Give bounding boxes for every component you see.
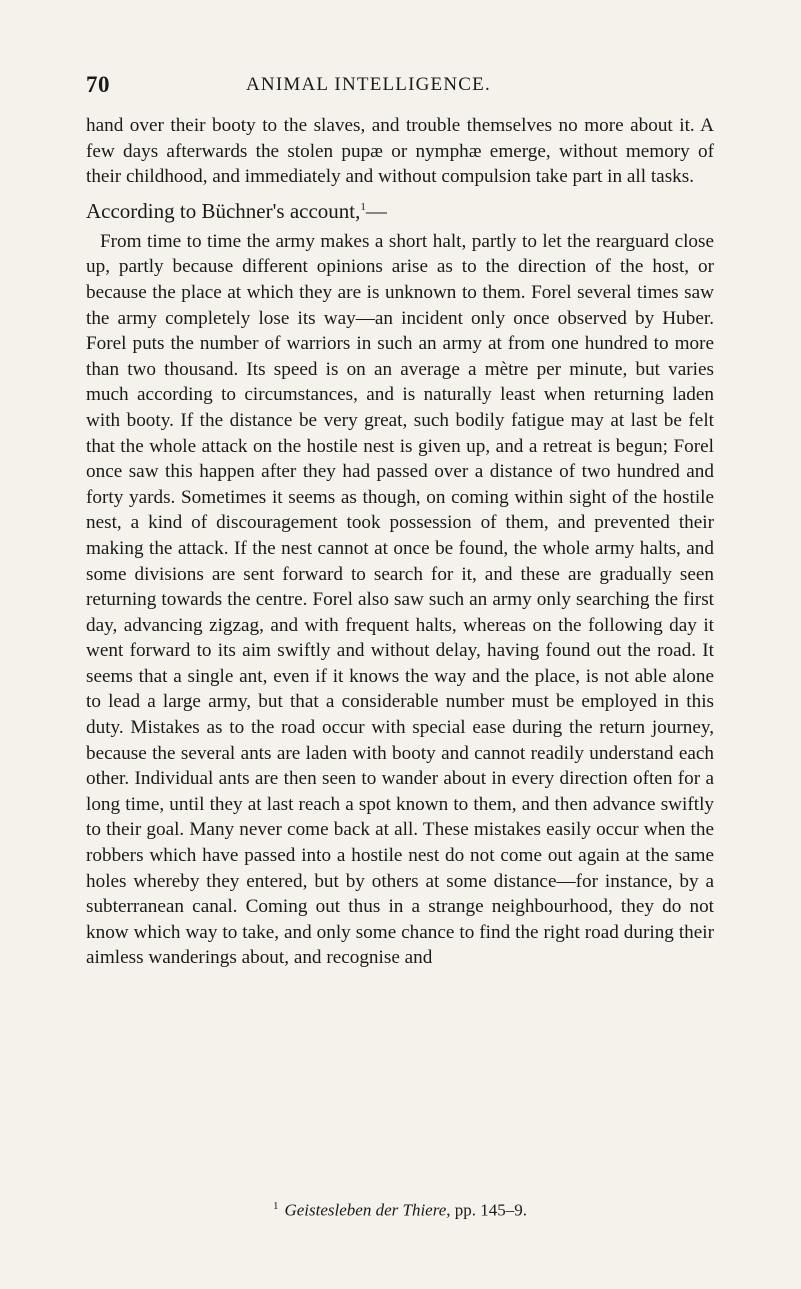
running-head: ANIMAL INTELLIGENCE. <box>246 74 491 95</box>
body-text <box>86 113 714 971</box>
footnote-reference: 1 <box>360 200 366 213</box>
paragraph: hand over their booty to the slaves, and trouble themselves no more about it. A few days afterwards the stolen pupæ or nymphæ emerge, without memory of their childhood, and immediately and without compulsion take part in all tasks. <box>86 115 714 188</box>
page-header <box>86 72 714 102</box>
footnote-mark: 1 <box>272 1200 279 1212</box>
quote-intro-text: According to Büchner's account, <box>86 198 361 223</box>
footnote <box>86 1200 714 1221</box>
block-quote: From time to time the army makes a short halt, partly to let the rearguard close up, partly because different opinions arise as to the direction of the host, or because the place at which they are is unknown to them. Forel several times saw the army completely lose its way—an incident only once observed by Huber. Forel puts the number of warriors in such an army at from one hundred to more than two thousand. Its speed is on an average a mètre per minute, but varies much according to circumstances, and is naturally least when returning laden with booty. If the distance be very great, such bodily fatigue may at last be felt that the whole attack on the hostile nest is given up, and a retreat is begun; Forel once saw this happen after they had passed over a distance of two hundred and forty yards. Sometimes it seems as though, on coming within sight of the hostile nest, a kind of discouragement took possession of them, and prevented their making the attack. If the nest cannot at once be found, the whole army halts, and some divisions are sent forward to search for it, and these are gradually seen returning towards the centre. Forel also saw such an army only searching the first day, advancing zigzag, and with frequent halts, whereas on the following day it went forward to its aim swiftly and without delay, having found out the road. It seems that a single ant, even if it knows the way and the place, is not able alone to lead a large army, but that a considerable number must be employed in this duty. Mistakes as to the road occur with special ease during the return journey, because the several ants are laden with booty and cannot readily understand each other. Individual ants are then seen to wander about in every direction often for a long time, until they at last reach a spot known to them, and then advance swiftly to their goal. Many never come back at all. These mistakes easily occur when the robbers which have passed into a hostile nest do not come out again at the same holes whereby they entered, but by others at some distance—for instance, by a subterranean canal. Coming out thus in a strange neighbourhood, they do not know which way to take, and only some chance to find the right road during their aimless wanderings about, and recognise and <box>86 230 714 969</box>
quote-intro-dash: — <box>365 198 387 223</box>
quote-intro <box>86 194 714 225</box>
footnote-title: Geistesleben der Thiere <box>284 1200 447 1220</box>
footnote-pages: , pp. 145–9. <box>446 1200 528 1220</box>
page-number: 70 <box>86 72 110 97</box>
